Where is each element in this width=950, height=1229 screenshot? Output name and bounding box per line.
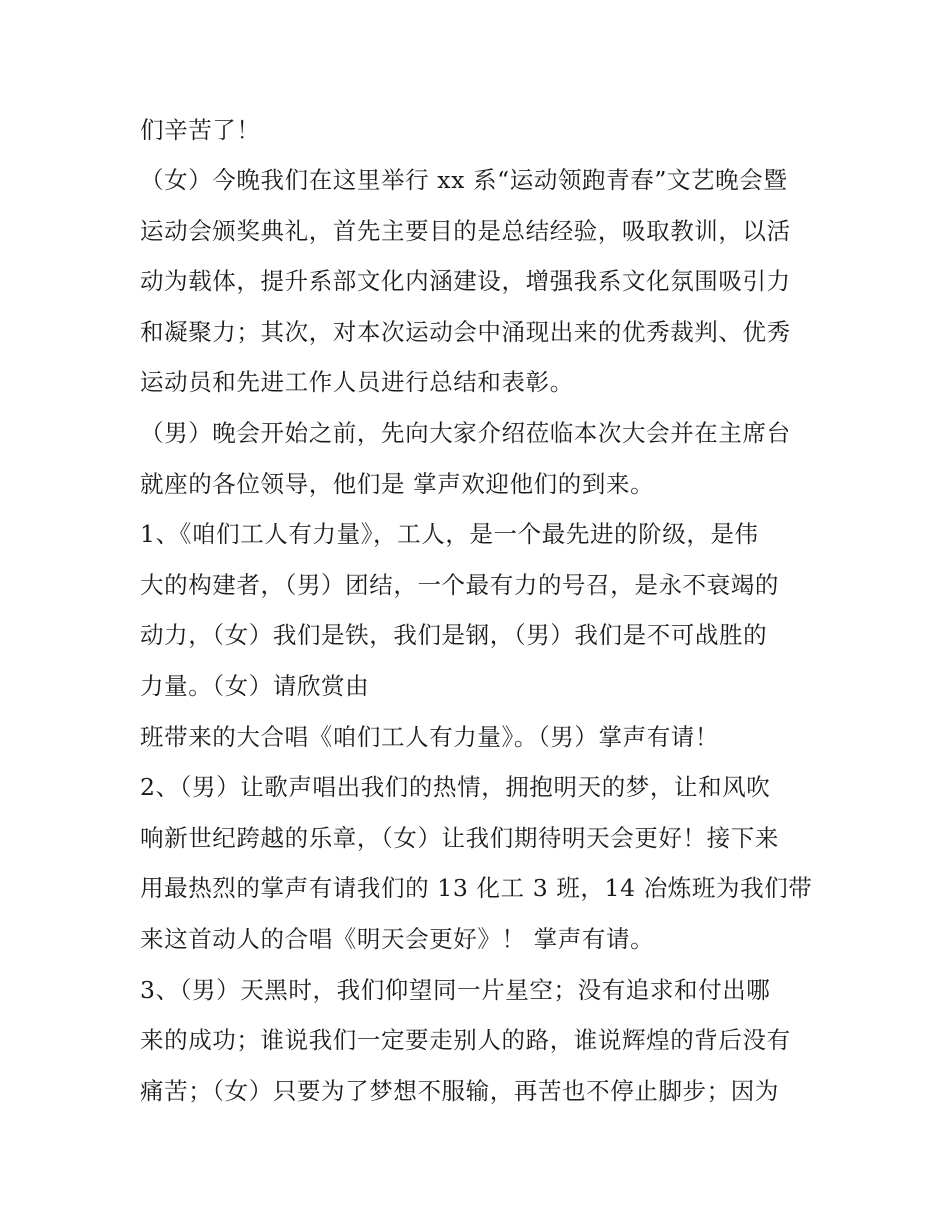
text-line: 用最热烈的掌声有请我们的 13 化工 3 班，14 冶炼班为我们带 — [140, 874, 813, 902]
text-line: 们辛苦了！ — [140, 116, 261, 144]
text-line: 班带来的大合唱《咱们工人有力量》。（男）掌声有请！ — [140, 723, 719, 751]
text-line: 3、（男）天黑时，我们仰望同一片星空；没有追求和付出哪 — [140, 976, 771, 1004]
text-line: 动力，（女）我们是铁，我们是钢，（男）我们是不可战胜的 — [140, 621, 768, 649]
text-line: 响新世纪跨越的乐章，（女）让我们期待明天会更好！接下来 — [140, 824, 779, 852]
text-line: 力量。（女）请欣赏由 — [140, 672, 370, 700]
text-line: 动为载体，提升系部文化内涵建设，增强我系文化氛围吸引力 — [140, 267, 791, 295]
text-line: 1、《咱们工人有力量》，工人，是一个最先进的阶级，是伟 — [140, 520, 759, 548]
text-line: 来这首动人的合唱《明天会更好》！ 掌声有请。 — [140, 925, 655, 953]
text-line: 运动员和先进工作人员进行总结和表彰。 — [140, 368, 574, 396]
text-line: 大的构建者，（男）团结，一个最有力的号召，是永不衰竭的 — [140, 571, 779, 599]
text-line: 2、（男）让歌声唱出我们的热情，拥抱明天的梦，让和风吹 — [140, 773, 771, 801]
text-line: 就座的各位领导，他们是 掌声欢迎他们的到来。 — [140, 470, 655, 498]
text-line: 和凝聚力；其次，对本次运动会中涌现出来的优秀裁判、优秀 — [140, 318, 791, 346]
text-line: （女）今晚我们在这里举行 xx 系“运动领跑青春”文艺晚会暨 — [140, 166, 788, 194]
text-line: 运动会颁奖典礼，首先主要目的是总结经验，吸取教训，以活 — [140, 217, 791, 245]
text-line: 痛苦；（女）只要为了梦想不服输，再苦也不停止脚步；因为 — [140, 1077, 779, 1105]
text-line: 来的成功；谁说我们一定要走别人的路，谁说辉煌的背后没有 — [140, 1026, 791, 1054]
text-line: （男）晚会开始之前，先向大家介绍莅临本次大会并在主席台 — [140, 419, 791, 447]
